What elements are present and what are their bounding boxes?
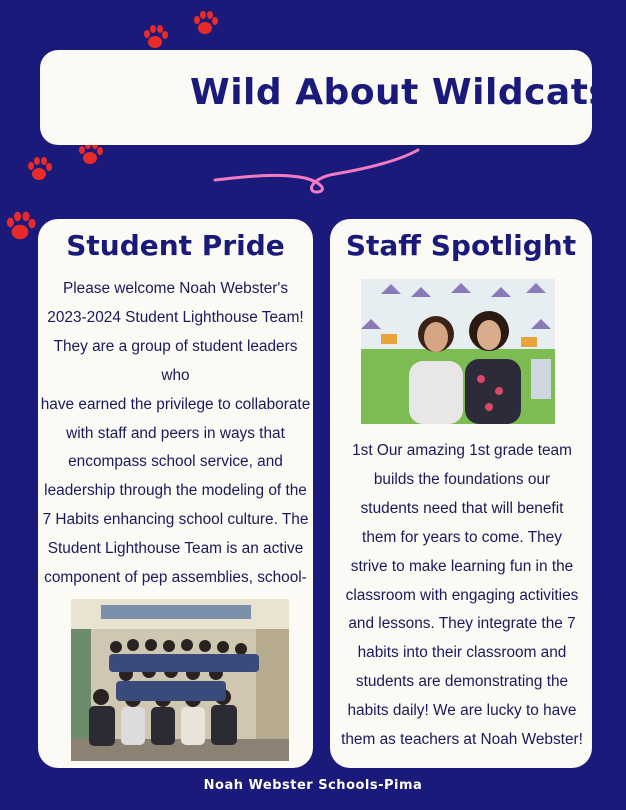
text-line: 2023-2024 Student Lighthouse Team! bbox=[47, 308, 304, 326]
text-line: 1st Our amazing 1st grade team bbox=[352, 442, 572, 459]
text-line: leadership through the modeling of the bbox=[44, 482, 307, 500]
staff-spotlight-card bbox=[330, 219, 592, 768]
text-line: have earned the privilege to collaborate bbox=[40, 395, 311, 413]
page-title: Wild About Wildcats bbox=[190, 72, 611, 113]
decorative-squiggle bbox=[210, 148, 425, 200]
paw-print-icon bbox=[2, 208, 38, 244]
text-line: encompass school service, and bbox=[68, 453, 283, 471]
text-line: classroom with engaging activities bbox=[345, 586, 579, 604]
student-pride-text bbox=[40, 275, 311, 622]
paw-print-icon bbox=[140, 22, 170, 52]
text-line: with staff and peers in ways that bbox=[66, 424, 285, 442]
paw-print-icon bbox=[24, 154, 54, 184]
text-line: 7 Habits enhancing school culture. The bbox=[42, 511, 309, 529]
text-line: habits daily! We are lucky to have bbox=[347, 702, 577, 720]
footer-school-name: Noah Webster Schools-Pima bbox=[203, 778, 423, 793]
paw-print-icon bbox=[190, 8, 220, 38]
text-line: students are demonstrating the bbox=[355, 673, 569, 691]
text-line: strive to make learning fun in the bbox=[350, 557, 574, 575]
staff-photo bbox=[361, 279, 555, 424]
text-line: them for years to come. They bbox=[362, 528, 562, 546]
student-team-photo bbox=[71, 599, 289, 761]
text-line: habits into their classroom and bbox=[357, 644, 567, 662]
text-line: Student Lighthouse Team is an active bbox=[47, 540, 304, 558]
staff-spotlight-heading: Staff Spotlight bbox=[345, 229, 577, 262]
text-line: They are a group of student leaders who bbox=[53, 337, 298, 384]
text-line: Please welcome Noah Webster's bbox=[62, 280, 289, 297]
text-line: and lessons. They integrate the 7 bbox=[348, 615, 576, 633]
text-line: them as teachers at Noah Webster! bbox=[341, 731, 583, 749]
staff-spotlight-text bbox=[340, 437, 584, 755]
student-pride-heading: Student Pride bbox=[66, 229, 285, 262]
text-line: component of pep assemblies, school- bbox=[44, 569, 307, 587]
text-line: builds the foundations our bbox=[373, 470, 551, 488]
student-pride-card bbox=[38, 219, 313, 768]
text-line: students need that will benefit bbox=[360, 499, 564, 517]
title-banner bbox=[40, 50, 611, 145]
